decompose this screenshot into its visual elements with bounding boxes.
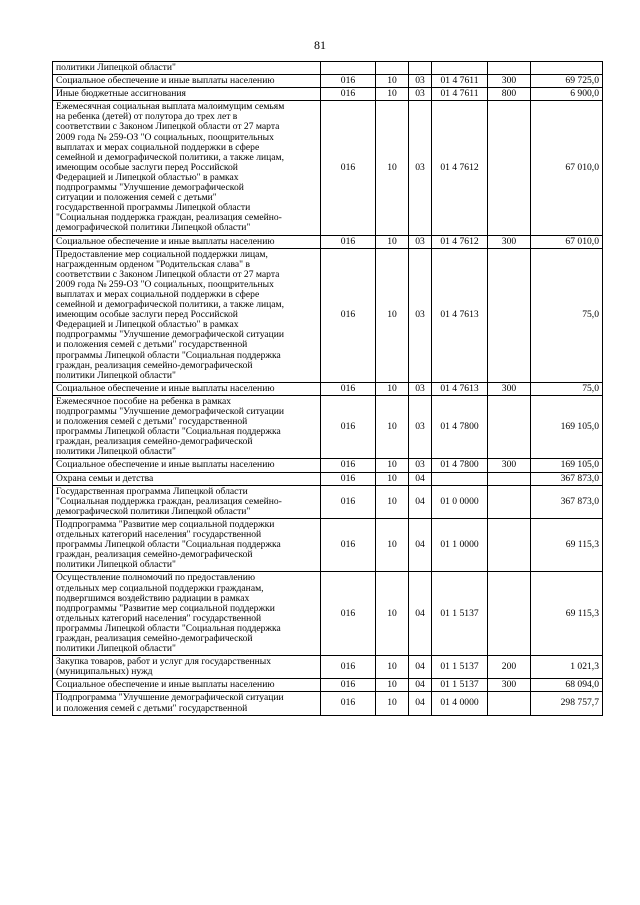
cell-name-text: Предоставление мер социальной поддержки лицам, награжденным орденом "Родительская слава" в соответствии с Законом Липецкой области от 27 марта 2009 года № 259-ОЗ "О социальных, поощрительных выплатах и мерах социальной поддержки в сфере семейной и демографической политики, а также лицам, имеющим особые заслуги перед Российской Федерацией и Липецкой областью" в рамках подпрограммы "Улучшение демографической ситуации и положения семей с детьми" государственной программы Липецкой области "Социальная поддержка граждан, реализация семейно-демографической политики Липецкой области" xyxy=(56,248,285,381)
cell-target-article xyxy=(432,88,488,101)
table-row xyxy=(53,656,603,679)
cell-expense-type xyxy=(488,572,531,656)
cell-subsection-text: 03 xyxy=(415,309,425,321)
cell-subsection xyxy=(409,572,432,656)
cell-section-text: 10 xyxy=(387,472,397,484)
cell-amount-text: 169 105,0 xyxy=(560,421,599,433)
cell-section xyxy=(376,518,409,571)
cell-section xyxy=(376,235,409,248)
table-row xyxy=(53,382,603,395)
cell-subsection xyxy=(409,101,432,235)
cell-section-text: 10 xyxy=(387,459,397,471)
cell-expense-type-text: 200 xyxy=(501,661,517,673)
cell-amount xyxy=(531,235,603,248)
cell-target-article-text: 01 4 7611 xyxy=(440,75,479,87)
cell-target-article xyxy=(432,472,488,485)
cell-name-text: Закупка товаров, работ и услуг для государственных (муниципальных) нужд xyxy=(56,656,272,678)
cell-expense-type xyxy=(488,518,531,571)
cell-amount xyxy=(531,248,603,382)
table-row xyxy=(53,62,603,75)
cell-section xyxy=(376,459,409,472)
cell-name-text: Подпрограмма "Улучшение демографической ситуации и положения семей с детьми" государственной xyxy=(56,692,284,714)
cell-name-text: Социальное обеспечение и иные выплаты населению xyxy=(56,382,275,394)
cell-ministry-code xyxy=(321,692,376,715)
cell-subsection-text: 04 xyxy=(415,697,425,709)
cell-section xyxy=(376,572,409,656)
cell-name-text: Социальное обеспечение и иные выплаты населению xyxy=(56,75,275,87)
cell-ministry-code xyxy=(321,75,376,88)
cell-section xyxy=(376,75,409,88)
cell-section-text: 10 xyxy=(387,235,397,247)
cell-amount-text: 75,0 xyxy=(582,309,599,321)
cell-amount-text: 169 105,0 xyxy=(560,459,599,471)
cell-target-article xyxy=(432,679,488,692)
cell-target-article xyxy=(432,395,488,459)
cell-expense-type-text: 300 xyxy=(501,382,517,394)
cell-target-article-text: 01 4 7800 xyxy=(440,459,479,471)
cell-subsection-text: 04 xyxy=(415,472,425,484)
cell-section-text: 10 xyxy=(387,309,397,321)
table-row xyxy=(53,88,603,101)
cell-subsection xyxy=(409,248,432,382)
cell-expense-type xyxy=(488,395,531,459)
cell-section-text: 10 xyxy=(387,75,397,87)
cell-amount xyxy=(531,395,603,459)
table-row xyxy=(53,572,603,656)
cell-section-text: 10 xyxy=(387,88,397,100)
cell-amount-text: 67 010,0 xyxy=(565,235,599,247)
cell-name xyxy=(53,395,321,459)
cell-section xyxy=(376,62,409,75)
cell-amount xyxy=(531,62,603,75)
cell-section xyxy=(376,485,409,518)
cell-ministry-code xyxy=(321,88,376,101)
cell-subsection xyxy=(409,235,432,248)
cell-target-article xyxy=(432,518,488,571)
cell-target-article-text: 01 4 7800 xyxy=(440,421,479,433)
cell-ministry-code xyxy=(321,101,376,235)
cell-target-article xyxy=(432,656,488,679)
cell-subsection xyxy=(409,692,432,715)
cell-amount-text: 1 021,3 xyxy=(570,661,599,673)
cell-ministry-code-text: 016 xyxy=(340,539,356,551)
cell-section xyxy=(376,382,409,395)
cell-target-article-text: 01 4 7612 xyxy=(440,235,479,247)
cell-ministry-code-text: 016 xyxy=(340,421,356,433)
table-row xyxy=(53,692,603,715)
cell-ministry-code xyxy=(321,485,376,518)
cell-target-article-text: 01 1 5137 xyxy=(440,661,479,673)
cell-expense-type xyxy=(488,679,531,692)
cell-ministry-code-text: 016 xyxy=(340,697,356,709)
cell-subsection xyxy=(409,518,432,571)
cell-target-article-text: 01 4 7613 xyxy=(440,382,479,394)
cell-target-article xyxy=(432,692,488,715)
cell-target-article-text: 01 1 0000 xyxy=(440,539,479,551)
cell-expense-type xyxy=(488,62,531,75)
cell-target-article-text: 01 1 5137 xyxy=(440,607,479,619)
cell-name xyxy=(53,459,321,472)
cell-amount xyxy=(531,656,603,679)
cell-ministry-code-text: 016 xyxy=(340,607,356,619)
cell-target-article-text: 01 4 7612 xyxy=(440,161,479,173)
cell-name-text: Иные бюджетные ассигнования xyxy=(56,88,186,100)
cell-section xyxy=(376,656,409,679)
cell-name xyxy=(53,75,321,88)
cell-amount-text: 6 900,0 xyxy=(570,88,599,100)
cell-name xyxy=(53,382,321,395)
cell-section xyxy=(376,692,409,715)
cell-target-article-text: 01 4 7613 xyxy=(440,309,479,321)
cell-section xyxy=(376,88,409,101)
cell-amount xyxy=(531,692,603,715)
cell-section-text: 10 xyxy=(387,607,397,619)
cell-subsection-text: 04 xyxy=(415,539,425,551)
cell-subsection xyxy=(409,679,432,692)
cell-ministry-code-text: 016 xyxy=(340,679,356,691)
cell-ministry-code-text: 016 xyxy=(340,161,356,173)
cell-amount-text: 69 115,3 xyxy=(565,607,599,619)
cell-subsection xyxy=(409,459,432,472)
cell-name-text: Ежемесячное пособие на ребенка в рамках подпрограммы "Улучшение демографической ситуации и положения семей с детьми" государственной программы Липецкой области "Социальная поддержка граждан, реализация семейно-демографической политики Липецкой области" xyxy=(56,395,285,458)
cell-name-text: Осуществление полномочий по предоставлению отдельных мер социальной поддержки гражданам, подвергшимся воздействию радиации в рамках подпрограммы "Развитие мер социальной поддержки отдельных категорий населения" государственной программы Липецкой области "Социальная поддержка граждан, реализация семейно-демографической политики Липецкой области" xyxy=(56,572,281,655)
cell-section xyxy=(376,248,409,382)
table-row xyxy=(53,485,603,518)
cell-ministry-code-text: 016 xyxy=(340,309,356,321)
cell-amount-text: 298 757,7 xyxy=(560,697,599,709)
cell-amount xyxy=(531,518,603,571)
budget-table xyxy=(52,61,603,716)
cell-subsection xyxy=(409,395,432,459)
cell-name xyxy=(53,692,321,715)
cell-amount-text: 69 725,0 xyxy=(565,75,599,87)
cell-name-text: Социальное обеспечение и иные выплаты населению xyxy=(56,679,275,691)
table-row xyxy=(53,235,603,248)
cell-ministry-code-text: 016 xyxy=(340,382,356,394)
table-row xyxy=(53,395,603,459)
cell-target-article xyxy=(432,75,488,88)
cell-name xyxy=(53,101,321,235)
cell-expense-type xyxy=(488,485,531,518)
table-row xyxy=(53,472,603,485)
cell-amount-text: 367 873,0 xyxy=(560,495,599,507)
cell-name xyxy=(53,88,321,101)
cell-subsection-text: 03 xyxy=(415,421,425,433)
table-row xyxy=(53,101,603,235)
cell-ministry-code xyxy=(321,235,376,248)
cell-amount xyxy=(531,101,603,235)
cell-amount-text: 75,0 xyxy=(582,382,599,394)
cell-target-article xyxy=(432,248,488,382)
cell-name xyxy=(53,485,321,518)
cell-ministry-code-text: 016 xyxy=(340,88,356,100)
cell-subsection-text: 04 xyxy=(415,495,425,507)
cell-expense-type-text: 300 xyxy=(501,679,517,691)
cell-name xyxy=(53,679,321,692)
cell-section xyxy=(376,679,409,692)
cell-target-article xyxy=(432,382,488,395)
cell-expense-type xyxy=(488,75,531,88)
cell-amount-text: 67 010,0 xyxy=(565,161,599,173)
cell-name-text: Ежемесячная социальная выплата малоимущим семьям на ребенка (детей) от полутора до трех лет в соответствии с Законом Липецкой области от 27 марта 2009 года № 259-ОЗ "О социальных, поощрительных выплатах и мерах социальной поддержки в сфере семейной и демографической политики, а также лицам, имеющим особые заслуги перед Российской Федерацией и Липецкой областью" в рамках подпрограммы "Улучшение демографической ситуации и положения семей с детьми" государственной программы Липецкой области "Социальная поддержка граждан, реализация семейно- демографической политики Липецкой области" xyxy=(56,101,285,234)
cell-amount-text: 367 873,0 xyxy=(560,472,599,484)
cell-amount xyxy=(531,88,603,101)
cell-section-text: 10 xyxy=(387,539,397,551)
cell-target-article xyxy=(432,459,488,472)
cell-section xyxy=(376,101,409,235)
cell-section-text: 10 xyxy=(387,679,397,691)
cell-target-article xyxy=(432,485,488,518)
cell-expense-type xyxy=(488,656,531,679)
cell-target-article-text: 01 1 5137 xyxy=(440,679,479,691)
cell-target-article xyxy=(432,62,488,75)
cell-amount-text: 68 094,0 xyxy=(565,679,599,691)
cell-name xyxy=(53,62,321,75)
cell-ministry-code xyxy=(321,395,376,459)
cell-expense-type xyxy=(488,101,531,235)
cell-ministry-code xyxy=(321,572,376,656)
cell-subsection xyxy=(409,382,432,395)
cell-ministry-code xyxy=(321,472,376,485)
cell-target-article-text: 01 4 0000 xyxy=(440,697,479,709)
cell-target-article-text: 01 4 7611 xyxy=(440,88,479,100)
cell-target-article xyxy=(432,101,488,235)
cell-expense-type xyxy=(488,459,531,472)
cell-subsection-text: 04 xyxy=(415,661,425,673)
cell-subsection xyxy=(409,485,432,518)
cell-section xyxy=(376,395,409,459)
page-number: 81 xyxy=(314,38,326,52)
cell-amount xyxy=(531,572,603,656)
cell-section-text: 10 xyxy=(387,421,397,433)
cell-ministry-code xyxy=(321,382,376,395)
cell-name xyxy=(53,248,321,382)
cell-subsection-text: 03 xyxy=(415,459,425,471)
cell-name xyxy=(53,656,321,679)
cell-subsection-text: 03 xyxy=(415,235,425,247)
cell-name xyxy=(53,572,321,656)
cell-section-text: 10 xyxy=(387,697,397,709)
cell-expense-type xyxy=(488,472,531,485)
cell-expense-type-text: 300 xyxy=(501,75,517,87)
cell-ministry-code-text: 016 xyxy=(340,495,356,507)
budget-table-body xyxy=(53,62,603,716)
cell-name xyxy=(53,472,321,485)
table-row xyxy=(53,518,603,571)
cell-subsection xyxy=(409,472,432,485)
cell-subsection-text: 04 xyxy=(415,607,425,619)
cell-section-text: 10 xyxy=(387,495,397,507)
cell-ministry-code-text: 016 xyxy=(340,459,356,471)
cell-subsection xyxy=(409,62,432,75)
cell-expense-type xyxy=(488,235,531,248)
cell-name xyxy=(53,235,321,248)
cell-ministry-code xyxy=(321,459,376,472)
cell-subsection xyxy=(409,88,432,101)
table-row xyxy=(53,75,603,88)
cell-section-text: 10 xyxy=(387,161,397,173)
cell-expense-type xyxy=(488,248,531,382)
cell-ministry-code-text: 016 xyxy=(340,661,356,673)
cell-subsection-text: 04 xyxy=(415,679,425,691)
cell-amount xyxy=(531,472,603,485)
cell-ministry-code-text: 016 xyxy=(340,472,356,484)
table-row xyxy=(53,679,603,692)
cell-ministry-code-text: 016 xyxy=(340,235,356,247)
cell-expense-type-text: 300 xyxy=(501,235,517,247)
cell-subsection-text: 03 xyxy=(415,88,425,100)
table-row xyxy=(53,459,603,472)
cell-ministry-code xyxy=(321,656,376,679)
cell-ministry-code xyxy=(321,248,376,382)
cell-name-text: Охрана семьи и детства xyxy=(56,472,154,484)
cell-amount xyxy=(531,75,603,88)
cell-target-article-text: 01 0 0000 xyxy=(440,495,479,507)
cell-name-text: политики Липецкой области" xyxy=(56,62,176,73)
cell-expense-type xyxy=(488,692,531,715)
table-row xyxy=(53,248,603,382)
cell-subsection-text: 03 xyxy=(415,161,425,173)
cell-ministry-code xyxy=(321,62,376,75)
cell-amount-text: 69 115,3 xyxy=(565,539,599,551)
cell-name-text: Подпрограмма "Развитие мер социальной поддержки отдельных категорий населения" государственной программы Липецкой области "Социальная поддержка граждан, реализация семейно-демографической политики Липецкой области" xyxy=(56,518,281,571)
cell-name-text: Социальное обеспечение и иные выплаты населению xyxy=(56,459,275,471)
cell-ministry-code xyxy=(321,518,376,571)
cell-amount xyxy=(531,485,603,518)
cell-amount xyxy=(531,459,603,472)
cell-subsection-text: 03 xyxy=(415,382,425,394)
cell-name-text: Государственная программа Липецкой области "Социальная поддержка граждан, реализация семейно- демографической политики Липецкой области" xyxy=(56,485,282,517)
cell-section-text: 10 xyxy=(387,382,397,394)
cell-subsection xyxy=(409,656,432,679)
cell-name-text: Социальное обеспечение и иные выплаты населению xyxy=(56,235,275,247)
cell-expense-type-text: 800 xyxy=(501,88,517,100)
cell-amount xyxy=(531,679,603,692)
cell-expense-type xyxy=(488,382,531,395)
cell-section xyxy=(376,472,409,485)
cell-section-text: 10 xyxy=(387,661,397,673)
cell-amount xyxy=(531,382,603,395)
cell-name xyxy=(53,518,321,571)
cell-expense-type xyxy=(488,88,531,101)
cell-ministry-code-text: 016 xyxy=(340,75,356,87)
cell-ministry-code xyxy=(321,679,376,692)
cell-target-article xyxy=(432,572,488,656)
cell-expense-type-text: 300 xyxy=(501,459,517,471)
cell-subsection-text: 03 xyxy=(415,75,425,87)
cell-subsection xyxy=(409,75,432,88)
cell-target-article xyxy=(432,235,488,248)
